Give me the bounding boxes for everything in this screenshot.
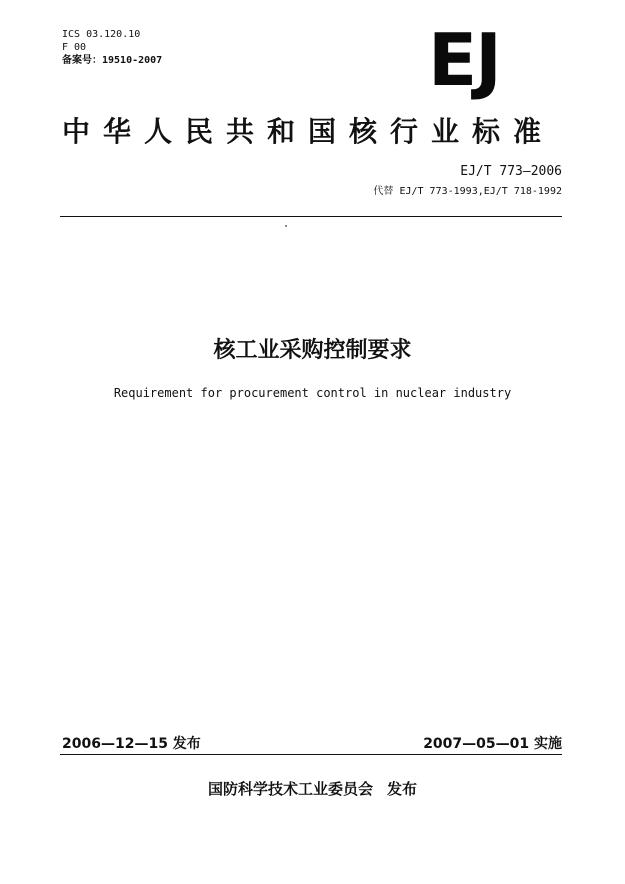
issuer-line bbox=[0, 778, 625, 799]
top-divider bbox=[60, 216, 562, 217]
record-number: 备案号：19510-2007 bbox=[62, 55, 163, 66]
ej-logo: EJ bbox=[428, 18, 500, 102]
standard-code: EJ/T 773—2006 bbox=[460, 164, 562, 179]
speck bbox=[285, 225, 287, 227]
document-title-cn: 核工业采购控制要求 bbox=[213, 338, 412, 363]
standard-category-title: 中华人民共和国核行业标准 bbox=[62, 115, 555, 148]
issuer-name: 国防科学技术工业委员会 bbox=[207, 780, 373, 798]
issuer-action: 发布 bbox=[387, 780, 418, 798]
publish-date: 2006—12—15 发布 bbox=[62, 736, 201, 752]
ics-number: ICS 03.120.10 bbox=[62, 29, 141, 40]
document-title-en: Requirement for procurement control in nuclear industry bbox=[113, 386, 512, 400]
effective-date: 2007—05—01 实施 bbox=[423, 736, 562, 752]
replaced-standards: 代替 EJ/T 773-1993,EJ/T 718-1992 bbox=[373, 186, 562, 197]
bottom-divider bbox=[60, 754, 562, 755]
classification-code: F 00 bbox=[62, 42, 87, 53]
